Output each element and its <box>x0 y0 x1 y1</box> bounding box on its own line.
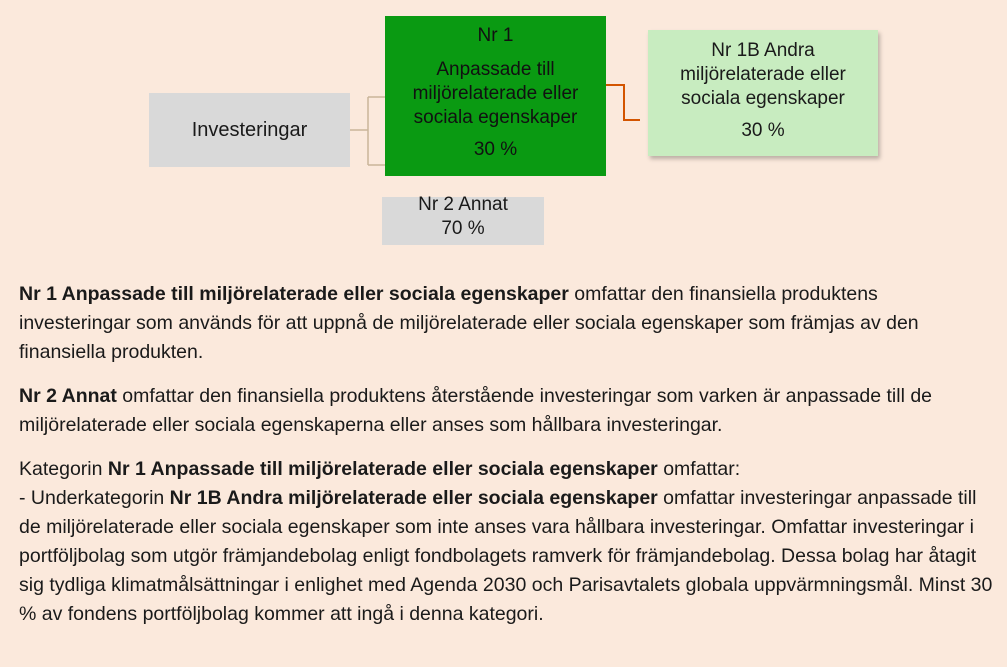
nr1-box <box>385 16 606 176</box>
nr1b-title: Nr 1B Andra miljörelaterade eller sociala egenskaper <box>680 40 846 109</box>
nr2-title: Nr 2 Annat <box>418 194 508 215</box>
paragraph-subcategory-text: omfattar investeringar anpassade till de miljörelaterade eller sociala egenskaper som inte anses vara hållbara investeringar. Omfattar investeringar i portföljbolag som utgör främjandebolag enligt fondbolagets ramverk för främjandebolag. Dessa bolag har åtagit sig tydliga klimatmålsättningar i enlighet med Agenda 2030 och Parisavtalets globala uppvärmningsmål. Minst 30 % av fondens portföljbolag kommer att ingå i denna kategori. <box>19 487 993 625</box>
nr1-percent: 30 % <box>473 139 518 160</box>
nr1-subtitle: Anpassade till miljörelaterade eller sociala egenskaper <box>412 59 579 128</box>
paragraph-nr2-text: omfattar den finansiella produktens återstående investeringar som varken är anpassade till de miljörelaterade eller sociala egenskaperna eller anses som hållbara investeringar. <box>19 385 933 436</box>
paragraph-category-heading: Nr 1 Anpassade till miljörelaterade eller sociala egenskaper <box>107 458 658 480</box>
investments-label: Investeringar <box>191 118 308 141</box>
paragraph-category-pre: Kategorin <box>19 458 108 480</box>
nr1b-box <box>648 30 878 156</box>
paragraph-nr1-text: omfattar den finansiella produktens investeringar som används för att uppnå de miljörelaterade eller sociala egenskaper som främjas av den finansiella produkten. <box>19 283 919 363</box>
paragraph-category-post: omfattar: <box>657 458 741 480</box>
investments-connector <box>350 97 385 165</box>
nr1-title: Nr 1 <box>477 25 514 46</box>
paragraph-subcategory-pre: - Underkategorin <box>19 487 170 509</box>
investments-box <box>149 93 350 167</box>
paragraph-subcategory-heading: Nr 1B Andra miljörelaterade eller sociala egenskaper <box>169 487 658 509</box>
paragraph-nr1-heading: Nr 1 Anpassade till miljörelaterade eller sociala egenskaper <box>19 283 569 305</box>
nr1b-percent: 30 % <box>741 120 785 141</box>
paragraph-nr1 <box>19 280 994 367</box>
nr2-box <box>382 194 544 245</box>
paragraph-nr2-heading: Nr 2 Annat <box>19 385 117 407</box>
nr2-percent: 70 % <box>441 218 485 239</box>
paragraph-category <box>19 455 994 629</box>
paragraph-nr2 <box>19 382 994 440</box>
nr1-to-nr1b-connector <box>606 85 640 120</box>
